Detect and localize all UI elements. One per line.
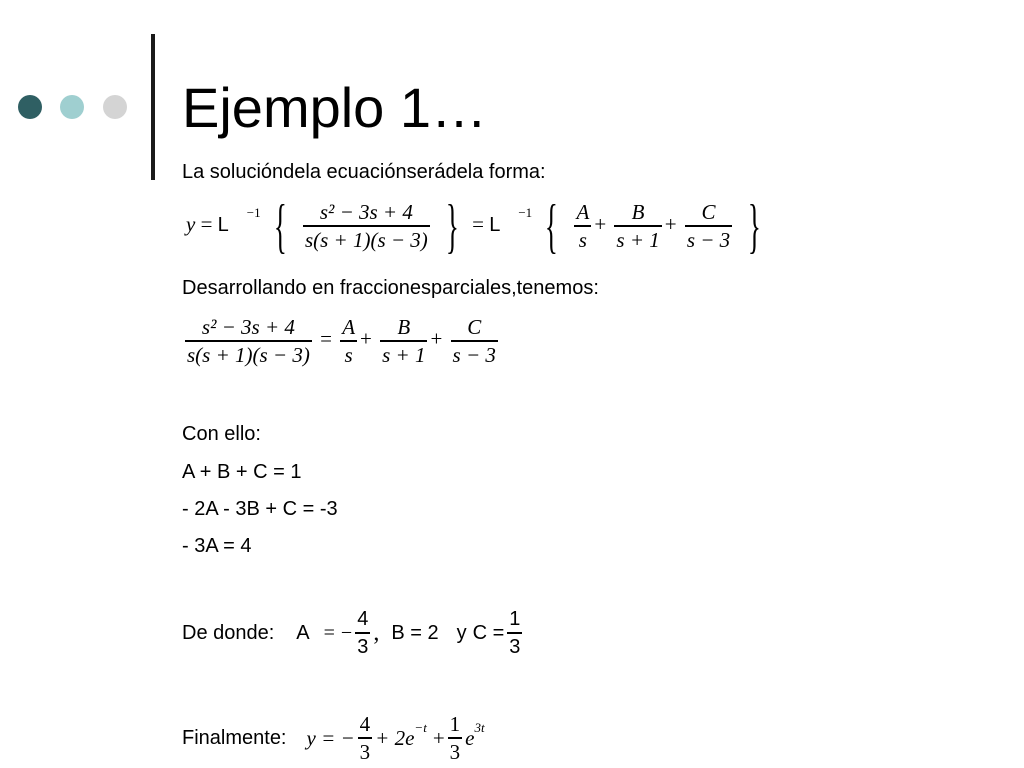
partial-fractions-text: Desarrollando en fraccionesparciales,tenemos:: [182, 277, 599, 299]
final-term-1-den: 3: [359, 739, 371, 764]
fraction-numerator: s² − 3s + 4: [201, 315, 295, 339]
de-donde-line: [182, 604, 525, 662]
c-fraction-num: 1: [509, 608, 521, 631]
a-fraction: [355, 606, 370, 660]
term-a-num: A: [576, 200, 590, 225]
a-label: A: [296, 622, 310, 644]
eq-y: y: [186, 211, 196, 236]
final-lhs: y = −: [306, 726, 355, 750]
accent-dot-teal: [60, 95, 84, 119]
right-brace-2: }: [748, 193, 762, 259]
c-fraction-den: 3: [509, 635, 521, 658]
equation-partial-fractions: $\frac{\text{s² − 3s + 4}}{s(s + 1)(s - 3)}$ = $\frac{A}{s}$ + $\frac{B}{s + 1}$ + $\frac{C}{s - 3}$: [187, 315, 496, 367]
equation-row: - 2A - 3B + C = -3: [182, 498, 338, 520]
right-brace: }: [445, 193, 459, 259]
a-fraction-num: 4: [357, 608, 369, 631]
term-c: [685, 199, 732, 253]
term-a: [340, 314, 357, 368]
final-term-1: [358, 711, 373, 765]
slide-title: Ejemplo 1…: [182, 76, 488, 139]
b-value: B = 2: [391, 622, 439, 644]
final-term-2: + 2e: [375, 726, 415, 750]
a-fraction-den: 3: [357, 635, 369, 658]
final-term-3: [448, 711, 463, 765]
eq-equals: =: [200, 211, 213, 236]
term-a-den: s: [578, 227, 587, 252]
inverse-exponent: −1: [246, 204, 261, 220]
comma: ,: [373, 620, 380, 646]
laplace-symbol: L: [217, 213, 229, 236]
title-divider: [151, 34, 155, 180]
final-term-1-num: 4: [359, 712, 371, 737]
left-brace-2: {: [545, 193, 559, 259]
term-a-num: A: [342, 315, 356, 339]
final-plus: +: [432, 726, 445, 750]
equation-row: - 3A = 4: [182, 535, 252, 557]
eq-equals-2: =: [472, 211, 484, 236]
y-conjunction: y: [456, 622, 467, 644]
final-term-3-base: e: [465, 726, 475, 750]
term-c-num: C: [701, 200, 716, 225]
term-c-den: s − 3: [452, 342, 496, 367]
a-minus: −: [340, 622, 353, 644]
equation-laplace-inverse: $y = L^{-1}$ { $\frac{\text{s² − 3s + 4}}{s(s + 1)(s - 3)}$ } = $L^{-1}$ { $\frac{A}{s}$ + $\frac{B}{s + 1}$ + $\frac{C}{s - 3}$ }: [186, 193, 762, 259]
final-term-3-num: 1: [449, 712, 461, 737]
accent-dot-dark: [18, 95, 42, 119]
fraction-main-2: [185, 314, 312, 368]
term-c: [451, 314, 498, 368]
left-brace: {: [273, 193, 287, 259]
c-label: C =: [472, 622, 505, 644]
inverse-exponent-2: −1: [518, 204, 533, 220]
term-b-den: s + 1: [616, 227, 660, 252]
term-b: [380, 314, 427, 368]
accent-dot-gray: [103, 95, 127, 119]
term-b-num: B: [397, 315, 411, 339]
con-ello-text: Con ello:: [182, 423, 261, 445]
term-a: [574, 199, 591, 253]
laplace-symbol-2: L: [489, 213, 501, 236]
c-fraction: [507, 606, 522, 660]
intro-text: La solucióndela ecuaciónserádela forma:: [182, 161, 546, 183]
term-b-den: s + 1: [382, 342, 426, 367]
term-c-num: C: [467, 315, 482, 339]
fraction-numerator: s² − 3s + 4: [319, 200, 413, 225]
a-equals: =: [323, 622, 335, 644]
fraction-denominator: s(s + 1)(s − 3): [187, 342, 310, 367]
finalmente-label: Finalmente:: [182, 727, 287, 749]
term-b-num: B: [631, 200, 645, 225]
equation-row: A + B + C = 1: [182, 461, 302, 483]
term-a-den: s: [344, 342, 353, 367]
term-c-den: s − 3: [686, 227, 731, 252]
fraction-denominator: s(s + 1)(s − 3): [304, 227, 428, 252]
fraction-main: [303, 199, 430, 253]
finalmente-line: Finalmente: y = − $\frac{4}{3}$ + 2e $^{-t}$ + $\frac{1}{3}$ e $^{3t}$: [182, 710, 485, 766]
eq-equals: =: [320, 326, 332, 351]
de-donde-label: De donde:: [182, 622, 275, 644]
term-b: [614, 199, 661, 253]
final-term-3-den: 3: [449, 739, 461, 764]
